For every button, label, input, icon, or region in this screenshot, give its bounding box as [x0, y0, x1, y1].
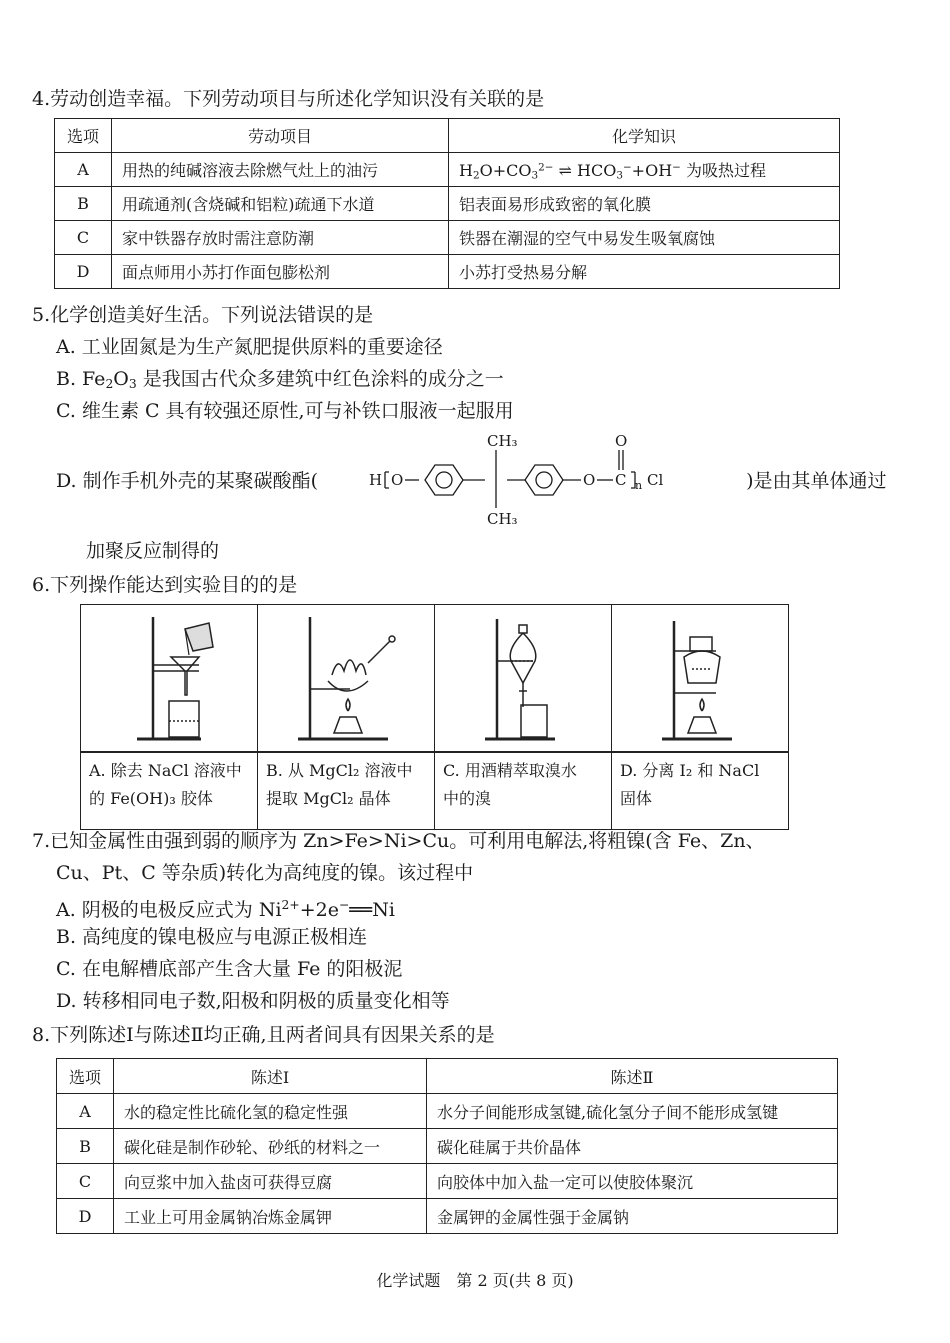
row-statement-1: 水的稳定性比硫化氢的稳定性强 — [114, 1094, 427, 1129]
q7-option-b: B. 高纯度的镍电极应与电源正极相连 — [56, 926, 368, 948]
apparatus-c — [435, 605, 612, 753]
row-statement-2: 碳化硅属于共价晶体 — [427, 1129, 838, 1164]
extraction-diagram — [435, 605, 611, 751]
q7-stem: 7.已知金属性由强到弱的顺序为 Zn>Fe>Ni>Cu。可利用电解法,将粗镍(含 Fe、Zn、 — [32, 830, 765, 852]
q5-option-c: C. 维生素 C 具有较强还原性,可与补铁口服液一起服用 — [56, 400, 514, 422]
subscript-n: n — [635, 479, 643, 492]
table-row — [57, 1129, 838, 1164]
row-labor: 面点师用小苏打作面包膨松剂 — [112, 255, 449, 289]
methyl-bottom: CH₃ — [487, 510, 518, 528]
q7-option-c: C. 在电解槽底部产生含大量 Fe 的阳极泥 — [56, 958, 403, 980]
header-option: 选项 — [55, 119, 112, 153]
atom-cl: Cl — [647, 471, 664, 489]
header-statement-1: 陈述Ⅰ — [114, 1059, 427, 1094]
row-option: D — [55, 255, 112, 289]
q7-option-d: D. 转移相同电子数,阳极和阴极的质量变化相等 — [56, 990, 450, 1012]
table-row — [55, 153, 840, 187]
row-labor: 家中铁器存放时需注意防潮 — [112, 221, 449, 255]
row-knowledge: $H_2O+CO_3^{2-}$ ⇌ $HCO_3^-+OH^-$ 为吸热过程 — [449, 153, 840, 187]
row-statement-2: 金属钾的金属性强于金属钠 — [427, 1199, 838, 1234]
table-header-row — [55, 119, 840, 153]
table-row — [55, 187, 840, 221]
q7-option-a: A. 阴极的电极反应式为 $Ni^{2+}+2e^-══Ni$ — [56, 898, 395, 921]
q5-option-b: B. $Fe_2O_3$ 是我国古代众多建筑中红色涂料的成分之一 — [56, 368, 504, 392]
table-header-row — [57, 1059, 838, 1094]
row-option: D — [57, 1199, 114, 1234]
q4-stem: 4.劳动创造幸福。下列劳动项目与所述化学知识没有关联的是 — [32, 88, 545, 110]
atom-o: O — [391, 471, 404, 489]
row-statement-1: 碳化硅是制作砂轮、砂纸的材料之一 — [114, 1129, 427, 1164]
evaporation-diagram — [258, 605, 434, 751]
atom-c: C — [615, 471, 627, 489]
caption-c: C. 用酒精萃取溴水 中的溴 — [435, 753, 612, 830]
header-option: 选项 — [57, 1059, 114, 1094]
table-row — [57, 1164, 838, 1199]
caption-a: A. 除去 NaCl 溶液中 的 Fe(OH)₃ 胶体 — [81, 753, 258, 830]
row-knowledge: 铝表面易形成致密的氧化膜 — [449, 187, 840, 221]
q5-option-a: A. 工业固氮是为生产氮肥提供原料的重要途径 — [56, 336, 443, 358]
row-option: C — [55, 221, 112, 255]
table-row — [55, 221, 840, 255]
q8-table — [56, 1058, 838, 1234]
row-statement-1: 工业上可用金属钠冶炼金属钾 — [114, 1199, 427, 1234]
row-statement-2: 水分子间能形成氢键,硫化氢分子间不能形成氢键 — [427, 1094, 838, 1129]
q4-table — [54, 118, 840, 289]
q8-stem: 8.下列陈述Ⅰ与陈述Ⅱ均正确,且两者间具有因果关系的是 — [32, 1024, 495, 1046]
row-option: B — [57, 1129, 114, 1164]
row-option: C — [57, 1164, 114, 1199]
q6-apparatus-table — [80, 604, 789, 830]
row-statement-1: 向豆浆中加入盐卤可获得豆腐 — [114, 1164, 427, 1199]
apparatus-a — [81, 605, 258, 753]
methyl-top: CH₃ — [487, 432, 518, 450]
table-row — [57, 1094, 838, 1129]
row-labor: 用疏通剂(含烧碱和铝粒)疏通下水道 — [112, 187, 449, 221]
header-labor: 劳动项目 — [112, 119, 449, 153]
caption-b: B. 从 MgCl₂ 溶液中 提取 MgCl₂ 晶体 — [258, 753, 435, 830]
table-row — [57, 1199, 838, 1234]
row-statement-2: 向胶体中加入盐一定可以使胶体聚沉 — [427, 1164, 838, 1199]
apparatus-d — [612, 605, 789, 753]
row-labor: 用热的纯碱溶液去除燃气灶上的油污 — [112, 153, 449, 187]
q5-option-d-continued: 加聚反应制得的 — [86, 540, 220, 562]
header-statement-2: 陈述Ⅱ — [427, 1059, 838, 1094]
filtration-diagram — [81, 605, 257, 751]
caption-d: D. 分离 I₂ 和 NaCl 固体 — [612, 753, 789, 830]
sublimation-diagram — [612, 605, 788, 751]
row-option: A — [57, 1094, 114, 1129]
q7-stem-continued: Cu、Pt、C 等杂质)转化为高纯度的镍。该过程中 — [56, 862, 474, 884]
row-knowledge: 铁器在潮湿的空气中易发生吸氧腐蚀 — [449, 221, 840, 255]
q5-option-d: D. 制作手机外壳的某聚碳酸酯( )是由其单体通过 — [56, 470, 887, 492]
q5-stem: 5.化学创造美好生活。下列说法错误的是 — [32, 304, 374, 326]
header-knowledge: 化学知识 — [449, 119, 840, 153]
atom-o: O — [583, 471, 596, 489]
q6-stem: 6.下列操作能达到实验目的的是 — [32, 574, 298, 596]
atom-h: H — [369, 471, 383, 489]
row-knowledge: 小苏打受热易分解 — [449, 255, 840, 289]
polycarbonate-structure — [365, 428, 705, 528]
row-option: B — [55, 187, 112, 221]
row-option: A — [55, 153, 112, 187]
apparatus-b — [258, 605, 435, 753]
atom-o-carbonyl: O — [615, 432, 628, 450]
table-row — [55, 255, 840, 289]
page-footer: 化学试题 第 2 页(共 8 页) — [376, 1271, 574, 1290]
